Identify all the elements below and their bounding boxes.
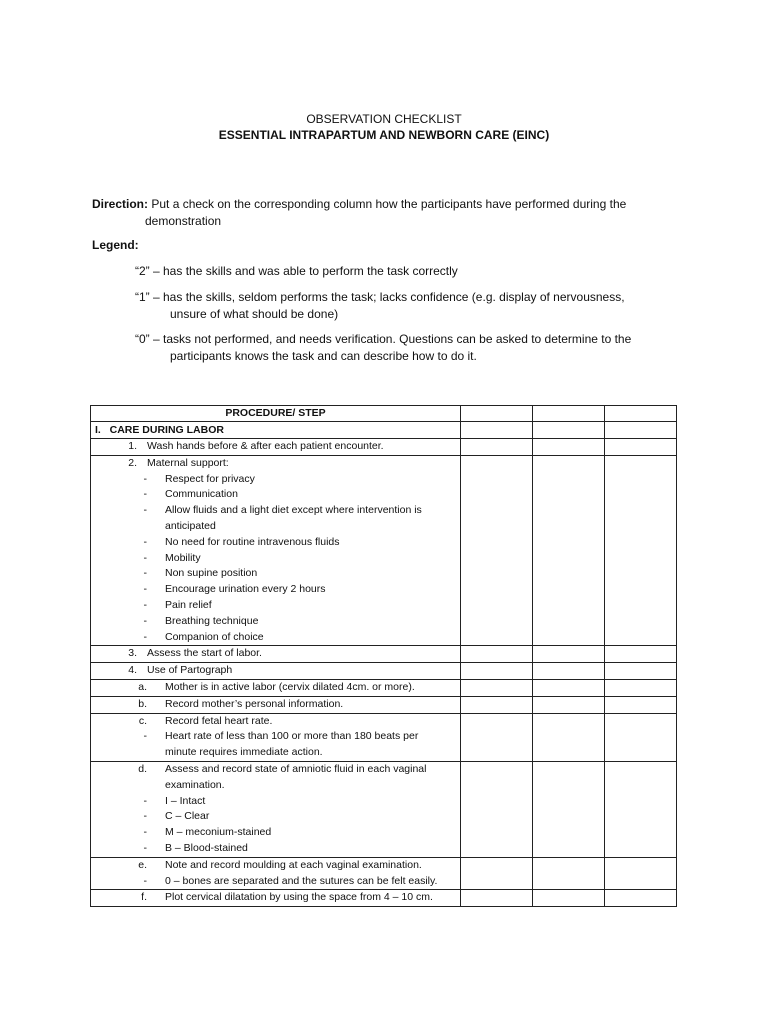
score-cell[interactable] [533,663,605,680]
table-header-row [91,406,677,422]
step-text: Use of Partograph [147,664,233,677]
bullet-text: minute requires immediate action. [165,746,323,759]
step-cell [91,439,461,456]
step-number: 4. [128,664,137,677]
step-text: Wash hands before & after each patient encounter. [147,440,384,452]
step-cell [91,646,461,663]
score-cell[interactable] [461,439,533,456]
score-cell[interactable] [605,713,677,761]
substep-cell [91,713,461,761]
table-row [91,663,677,680]
procedure-step-header: PROCEDURE/ STEP [91,406,461,422]
table-row [91,713,677,761]
bullet-text: C – Clear [165,810,210,823]
score-cell[interactable] [461,422,533,439]
score-cell[interactable] [461,857,533,890]
score-cell[interactable] [461,761,533,857]
score-cell[interactable] [533,696,605,713]
table-row [91,696,677,713]
bullet-text: Allow fluids and a light diet except where intervention is [165,504,422,517]
direction-label: Direction: [92,197,149,211]
score-cell[interactable] [605,857,677,890]
step-number: 1. [128,440,137,452]
substep-text: Record fetal heart rate. [165,714,273,727]
score-cell[interactable] [533,455,605,646]
score-cell[interactable] [461,713,533,761]
bullet-mark: - [143,583,147,596]
substep-letter: c. [138,714,147,727]
legend-item-continuation: unsure of what should be done) [170,307,339,321]
table-row [91,439,677,456]
substep-text: Assess and record state of amniotic fluid in each vaginal [165,762,427,775]
legend-label: Legend: [92,238,139,252]
table-row [91,679,677,696]
bullet-text: Mobility [165,551,201,564]
substep-cell [91,890,461,907]
substep-cell [91,761,461,857]
substep-letter: f. [141,891,147,904]
score-cell[interactable] [605,646,677,663]
bullet-mark: - [143,504,147,517]
score-cell[interactable] [605,439,677,456]
score-cell[interactable] [461,890,533,907]
table-row [91,455,677,646]
section-heading [91,422,461,439]
bullet-text: Respect for privacy [165,472,255,485]
bullet-mark [91,745,165,761]
step-number: 2. [128,456,137,469]
direction-text: Put a check on the corresponding column how the participants have performed during the [148,197,627,211]
substep-cell [91,857,461,890]
bullet-mark: - [143,535,147,548]
direction-paragraph [92,196,692,230]
score-cell[interactable] [461,663,533,680]
bullet-text: Pain relief [165,598,212,611]
score-cell[interactable] [605,761,677,857]
document-title: OBSERVATION CHECKLIST [306,112,462,126]
bullet-text: Heart rate of less than 100 or more than 180 beats per [165,730,419,743]
score-cell[interactable] [605,422,677,439]
substep-text: Plot cervical dilatation by using the space from 4 – 10 cm. [165,891,433,904]
bullet-mark: - [143,794,147,807]
legend-item-text: “2” – has the skills and was able to perform the task correctly [135,264,458,278]
table-row [91,646,677,663]
bullet-mark [91,778,165,794]
substep-text: Record mother’s personal information. [165,697,344,710]
bullet-mark: - [143,598,147,611]
bullet-mark [91,519,165,535]
bullet-mark: - [143,472,147,485]
bullet-text: I – Intact [165,794,206,807]
step-cell [91,663,461,680]
bullet-mark: - [143,488,147,501]
score-cell[interactable] [533,646,605,663]
step-cell [91,455,461,646]
section-row [91,422,677,439]
score-column-2-cell[interactable] [461,406,533,422]
legend-item-text: “1” – has the skills, seldom performs the task; lacks confidence (e.g. display of nervousness, [135,290,625,304]
bullet-mark: - [143,810,147,823]
score-cell[interactable] [533,422,605,439]
bullet-text: Encourage urination every 2 hours [165,583,326,596]
bullet-text: M – meconium-stained [165,826,272,839]
bullet-mark: - [143,841,147,854]
legend-item-text: “0” – tasks not performed, and needs verification. Questions can be asked to determine to the [135,332,632,346]
table-row [91,890,677,907]
score-cell[interactable] [461,679,533,696]
bullet-text: examination. [165,778,225,791]
bullet-text: anticipated [165,519,216,532]
bullet-text: 0 – bones are separated and the sutures can be felt easily. [165,874,438,887]
score-cell[interactable] [533,679,605,696]
score-cell[interactable] [533,890,605,907]
score-cell[interactable] [605,679,677,696]
bullet-text: Non supine position [165,567,258,580]
substep-letter: e. [138,858,147,871]
procedure-checklist-table [90,405,677,907]
bullet-text: B – Blood-stained [165,841,248,854]
bullet-mark: - [143,614,147,627]
bullet-mark: - [143,826,147,839]
score-cell[interactable] [533,439,605,456]
score-cell[interactable] [533,713,605,761]
bullet-mark: - [143,567,147,580]
score-cell[interactable] [533,761,605,857]
substep-letter: b. [138,697,147,710]
bullet-mark: - [143,630,147,643]
score-cell[interactable] [461,455,533,646]
section-title: CARE DURING LABOR [109,424,224,436]
score-cell[interactable] [605,890,677,907]
substep-letter: d. [138,762,147,775]
bullet-text: Companion of choice [165,630,264,643]
substep-cell [91,679,461,696]
bullet-text: Breathing technique [165,614,259,627]
substep-text: Note and record moulding at each vaginal examination. [165,858,422,871]
legend-item-0 [135,331,675,365]
substep-letter: a. [138,680,147,693]
bullet-mark: - [143,874,147,887]
score-cell[interactable] [461,696,533,713]
step-text: Maternal support: [147,456,229,469]
bullet-mark: - [143,730,147,743]
score-column-1-cell[interactable] [533,406,605,422]
legend-item-2 [135,263,675,280]
document-subtitle: ESSENTIAL INTRAPARTUM AND NEWBORN CARE (EINC) [218,128,550,142]
bullet-mark: - [143,551,147,564]
legend-item-1 [135,289,675,323]
bullet-text: Communication [165,488,238,501]
substep-text: Mother is in active labor (cervix dilated 4cm. or more). [165,680,415,693]
score-column-0-cell[interactable] [605,406,677,422]
table-row [91,761,677,857]
step-number: 3. [128,647,137,660]
score-cell[interactable] [605,696,677,713]
score-cell[interactable] [533,857,605,890]
substep-cell [91,696,461,713]
score-cell[interactable] [461,646,533,663]
score-cell[interactable] [605,455,677,646]
bullet-text: No need for routine intravenous fluids [165,535,340,548]
legend-item-continuation: participants knows the task and can describe how to do it. [170,349,477,363]
score-cell[interactable] [605,663,677,680]
section-number: I. [95,424,101,436]
step-text: Assess the start of labor. [147,647,262,660]
direction-continuation: demonstration [145,214,222,228]
table-row [91,857,677,890]
